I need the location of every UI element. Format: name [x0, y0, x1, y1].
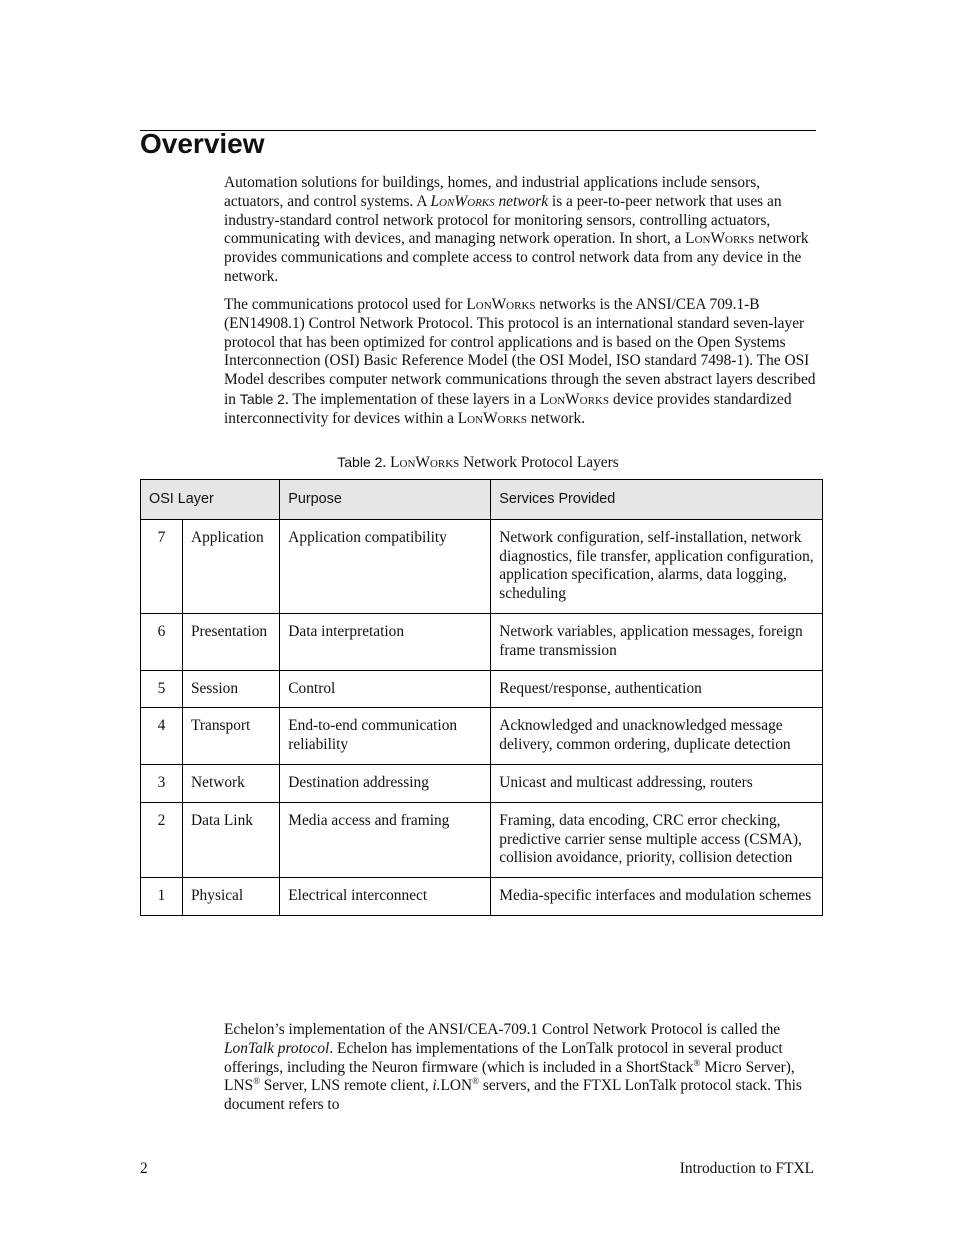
- lonworks-brand: LonWorks: [457, 409, 527, 427]
- layer-number: 6: [141, 613, 183, 670]
- layer-purpose: Electrical interconnect: [280, 878, 491, 916]
- header-services: Services Provided: [491, 480, 823, 520]
- lontalk-term: LonTalk protocol: [224, 1039, 330, 1057]
- layer-name: Presentation: [183, 613, 280, 670]
- table-row: [141, 802, 823, 877]
- table-row: [141, 878, 823, 916]
- layer-number: 3: [141, 764, 183, 802]
- table-caption: Table 2. LonWorks Network Protocol Layers: [337, 454, 619, 471]
- layer-purpose: Application compatibility: [280, 519, 491, 613]
- table-2-reference[interactable]: Table 2: [239, 390, 285, 407]
- layer-services: Network configuration, self-installation, network diagnostics, file transfer, application configuration, application specification, alarms, data logging, scheduling: [491, 519, 823, 613]
- layer-services: Acknowledged and unacknowledged message delivery, common ordering, duplicate detection: [491, 708, 823, 765]
- page-title: Overview: [140, 128, 265, 159]
- layer-services: Unicast and multicast addressing, routers: [491, 764, 823, 802]
- lonworks-brand: LonWorks: [539, 390, 610, 408]
- page-number: 2: [140, 1160, 148, 1177]
- lonworks-brand: LonWorks: [390, 454, 460, 471]
- footer-title: Introduction to FTXL: [679, 1160, 814, 1177]
- table-row: [141, 670, 823, 708]
- layer-name: Physical: [183, 878, 280, 916]
- layer-number: 5: [141, 670, 183, 708]
- layer-name: Transport: [183, 708, 280, 765]
- layer-number: 7: [141, 519, 183, 613]
- table-row: [141, 613, 823, 670]
- layer-purpose: Control: [280, 670, 491, 708]
- layer-services: Framing, data encoding, CRC error checking, predictive carrier sense multiple access (CSMA), collision avoidance, priority, collision detection: [491, 802, 823, 877]
- overview-paragraph-1: Automation solutions for buildings, homes, and industrial applications include sensors, actuators, and control systems. A LonWorks network is a peer-to-peer network that uses an industry-standard control network protocol for monitoring sensors, controlling actuators, communicating with devices, and managing network operation. In short, a LonWorks network provides communications and complete access to control network data from any device in the network.: [224, 174, 809, 285]
- layer-number: 1: [141, 878, 183, 916]
- layer-services: Media-specific interfaces and modulation schemes: [491, 878, 823, 916]
- layer-number: 4: [141, 708, 183, 765]
- layer-name: Network: [183, 764, 280, 802]
- lonworks-brand: LonWorks: [685, 230, 755, 248]
- layer-purpose: Destination addressing: [280, 764, 491, 802]
- layer-purpose: End-to-end communication reliability: [280, 708, 491, 765]
- lonworks-brand: LonWorks: [430, 192, 495, 210]
- overview-paragraph-2: The communications protocol used for LonWorks networks is the ANSI/CEA 709.1-B (EN14908.1) Control Network Protocol. This protocol is an international standard seven-layer protocol that has been optimized for control applications and is based on the Open Systems Interconnection (OSI) Basic Reference Model (the OSI Model, ISO standard 7498-1). The OSI Model describes computer network communications through the seven abstract layers described in Table 2. The implementation of these layers in a LonWorks device provides standardized interconnectivity for devices within a LonWorks network.: [224, 296, 816, 427]
- table-row: [141, 764, 823, 802]
- table-header-row: [141, 480, 823, 520]
- table-row: [141, 519, 823, 613]
- layer-name: Data Link: [183, 802, 280, 877]
- table-row: [141, 708, 823, 765]
- header-osi-layer: OSI Layer: [141, 480, 280, 520]
- layer-purpose: Media access and framing: [280, 802, 491, 877]
- layer-services: Request/response, authentication: [491, 670, 823, 708]
- osi-layers-table: [140, 479, 823, 916]
- overview-paragraph-3: Echelon’s implementation of the ANSI/CEA-709.1 Control Network Protocol is called the LonTalk protocol. Echelon has implementations of the LonTalk protocol in several product offerings, including the Neuron firmware (which is included in a ShortStack® Micro Server), LNS® Server, LNS remote client, i.LON® servers, and the FTXL LonTalk protocol stack. This document refers to: [224, 1021, 802, 1114]
- layer-services: Network variables, application messages, foreign frame transmission: [491, 613, 823, 670]
- layer-name: Session: [183, 670, 280, 708]
- header-purpose: Purpose: [280, 480, 491, 520]
- layer-number: 2: [141, 802, 183, 877]
- lonworks-brand: LonWorks: [466, 296, 536, 313]
- layer-purpose: Data interpretation: [280, 613, 491, 670]
- layer-name: Application: [183, 519, 280, 613]
